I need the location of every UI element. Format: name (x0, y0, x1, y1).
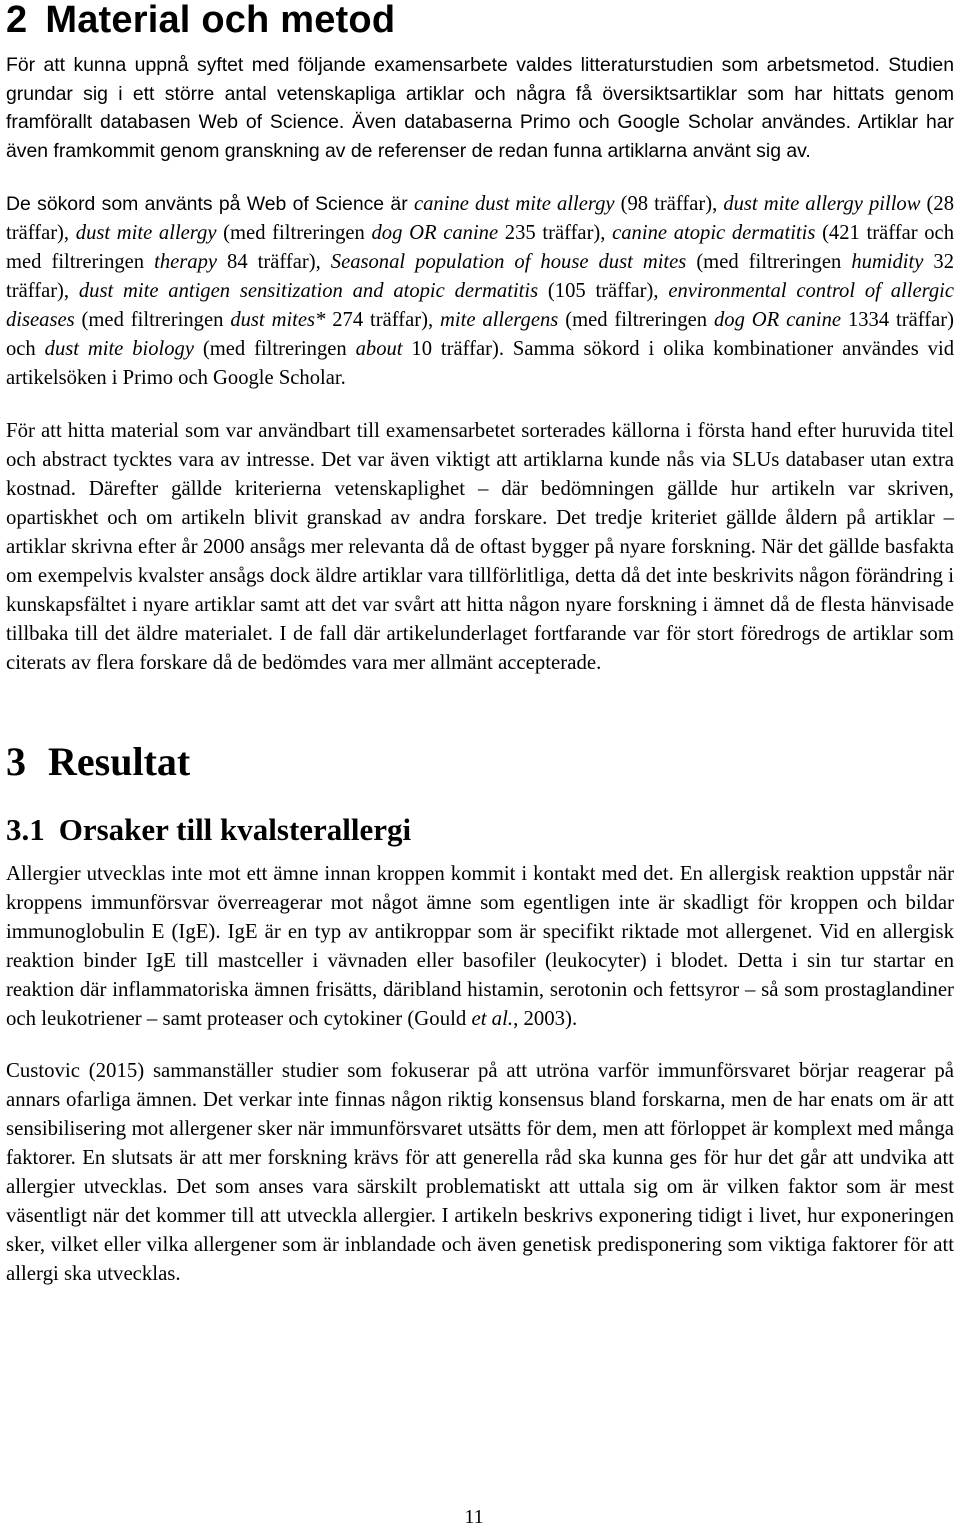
search-filter: therapy (154, 251, 218, 274)
text-run: 274 träffar), (325, 309, 441, 332)
section-number: 3 (6, 739, 26, 785)
paragraph-search-terms (6, 190, 954, 393)
text-run: (med filtreringen (74, 309, 231, 332)
search-term: dust mite antigen sensitization and atopic dermatitis (78, 280, 539, 303)
section-heading-resultat (6, 740, 954, 784)
paragraph-method-intro: För att kunna uppnå syftet med följande examensarbete valdes litteraturstudien som arbetsmetod. Studien grundar sig i ett större antal vetenskapliga artiklar och några få översiktsartiklar som har hittats genom framförallt databasen Web of Science. Även databaserna Primo och Google Scholar användes. Artiklar har även framkommit genom granskning av de referenser de redan funna artiklarna använt sig av. (6, 54, 954, 162)
text-run: Allergier utvecklas inte mot ett ämne innan kroppen kommit i kontakt med det. En allergisk reaktion uppstår när kroppens immunförsvar överreagerar mot något ämne som egentligen inte är skadligt för kroppen och bildar immunoglobulin E (IgE). IgE är en typ av antikroppar som är specifikt riktade mot allergenet. Vid en allergisk reaktion binder IgE till mastceller i vävnaden eller basofiler (leukocyter) i blodet. Detta i sin tur startar en reaktion där inflammatoriska ämnen frisätts, däribland histamin, serotonin och fettsyror – så som prostaglandiner och leukotriener – samt proteaser och cytokiner (Gould (6, 862, 954, 1031)
text-run: (med filtreringen (193, 338, 356, 361)
search-term: canine dust mite allergy (414, 193, 615, 216)
search-term: canine atopic dermatitis (612, 222, 816, 245)
text-run: (med filtreringen (558, 309, 714, 332)
text-run: 235 träffar), (498, 222, 613, 245)
text-run: (med filtreringen (216, 222, 372, 245)
section-title: Material och metod (45, 0, 396, 41)
page-number: 11 (464, 1506, 484, 1528)
subsection-heading-orsaker (6, 812, 954, 848)
search-term: dust mite allergy (75, 222, 217, 245)
document-page (6, 0, 954, 1288)
section-heading-material-och-metod (6, 0, 954, 40)
search-filter: humidity (851, 251, 924, 274)
text-run: 10 träffar). Samma sökord i olika kombinationer användes vid artikelsöken i Primo och Google Scholar. (6, 338, 954, 390)
search-filter: dust mites* (230, 309, 326, 332)
section-title: Resultat (48, 739, 191, 785)
paragraph-allergy-mechanism (6, 859, 954, 1033)
subsection-number: 3.1 (6, 812, 45, 848)
search-filter: dog OR canine (371, 222, 499, 245)
text-run: 1334 träffar) och (6, 309, 954, 361)
citation-et-al: et al. (471, 1007, 514, 1031)
text-run: (105 träffar), (538, 280, 669, 303)
search-term: environmental control of allergic diseases (6, 280, 954, 332)
text-run: (28 träffar), (6, 193, 954, 245)
text-run: (98 träffar), (614, 193, 724, 216)
text-run: 32 träffar), (6, 251, 954, 303)
section-number: 2 (6, 0, 28, 41)
text-run: (421 träffar och med filtreringen (6, 222, 954, 274)
search-filter: about (355, 338, 403, 361)
paragraph-custovic: Custovic (2015) sammanställer studier som fokuserar på att utröna varför immunförsvaret börjar reagerar på annars ofarliga ämnen. Det verkar inte finnas någon riktig konsensus bland forskarna, men de har enats om är att sensibilisering mot allergener sker när immunförsvaret utsätts för dem, men att förloppet är komplext med många faktorer. En slutsats är att mer forskning krävs för att generella råd ska kunna ges för hur det går att undvika att allergier utvecklas. Det som anses vara särskilt problematiskt att uttala sig om är vilken faktor som är mest väsentligt när det kommer till att utveckla allergier. I artikeln beskrivs exponering tidigt i livet, hur exponeringen sker, vilket eller vilka allergener som är inblandade och även genetisk predisponering som viktiga faktorer för att allergi ska utvecklas. (6, 1059, 954, 1286)
text-run: 84 träffar), (217, 251, 331, 274)
search-term: dust mite allergy pillow (723, 193, 921, 216)
text-run: De sökord som använts på Web of Science är (6, 193, 414, 216)
search-term: Seasonal population of house dust mites (330, 251, 687, 274)
subsection-title: Orsaker till kvalsterallergi (58, 812, 412, 848)
search-filter: dog OR canine (713, 309, 842, 332)
paragraph-source-criteria: För att hitta material som var användbart till examensarbetet sorterades källorna i första hand efter huruvida titel och abstract tycktes vara av intresse. Det var även viktigt att artiklarna kunde nås via SLUs databaser utan extra kostnad. Därefter gällde kriterierna vetenskaplighet – där bedömningen gällde hur artikeln var skriven, opartiskhet och om artikeln blivit granskad av andra forskare. Det tredje kriteriet gällde åldern på artiklar – artiklar skrivna efter år 2000 ansågs mer relevanta då de oftast bygger på nyare forskning. När det gällde basfakta om exempelvis kvalster ansågs dock äldre artiklar vara tillförlitliga, detta då det inte beskrivits någon förändring i kunskapsfältet i nyare artiklar samt att det var svårt att hitta någon nyare forskning i ämnet då de flesta hänvisade tillbaka till det äldre materialet. I de fall där artikelunderlaget fortfarande var för stort föredrogs de artiklar som citerats av flera forskare då de bedömdes vara mer allmänt accepterade. (6, 419, 954, 675)
text-run: (med filtreringen (686, 251, 852, 274)
search-term: mite allergens (440, 309, 559, 332)
search-term: dust mite biology (44, 338, 194, 361)
text-run: , 2003). (513, 1007, 578, 1031)
